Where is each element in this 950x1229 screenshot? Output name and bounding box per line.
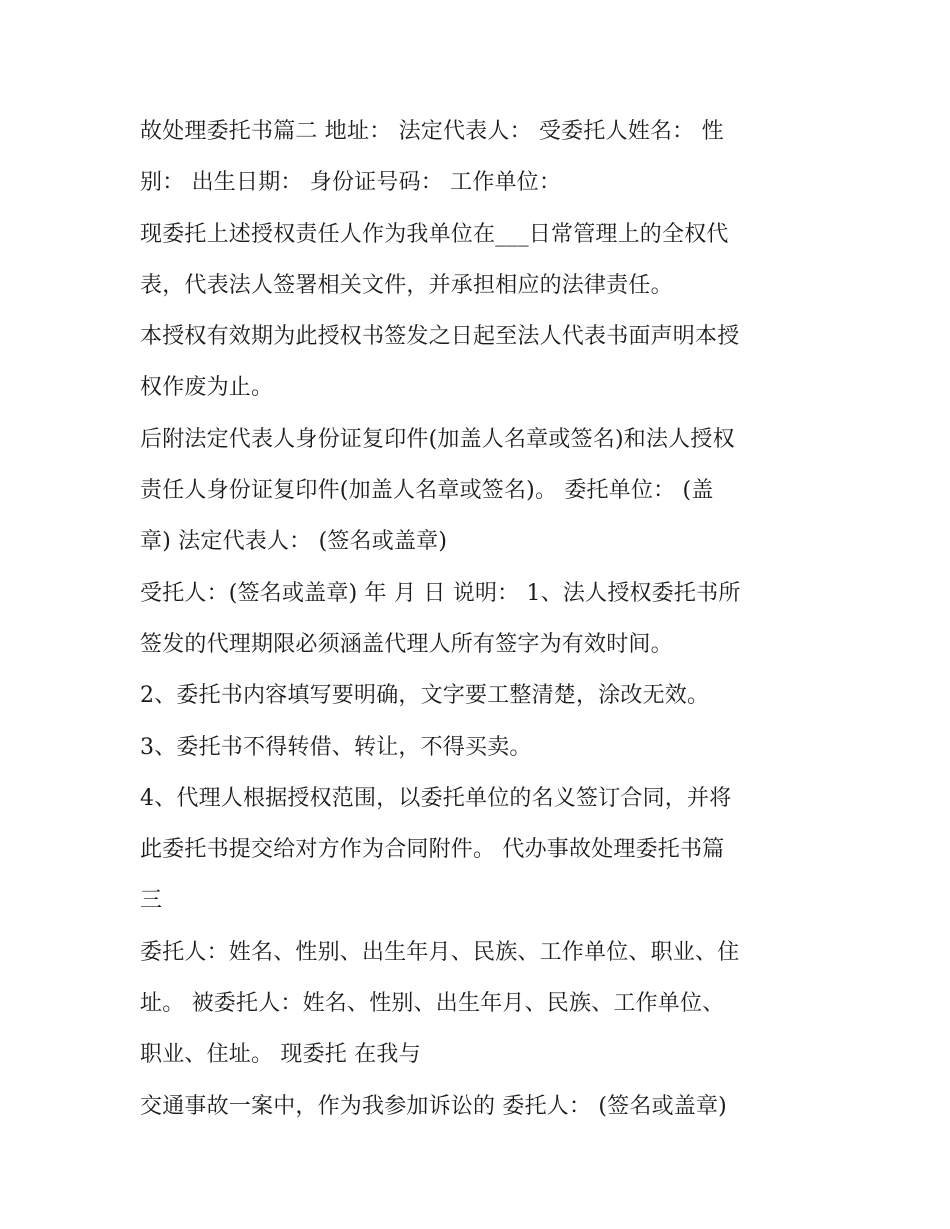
text-line: 权作废为止。 bbox=[140, 375, 274, 401]
text-line: 址。 被委托人：姓名、性别、出生年月、民族、工作单位、 bbox=[140, 991, 725, 1017]
text-line: 委托人：姓名、性别、出生年月、民族、工作单位、职业、住 bbox=[140, 939, 740, 965]
text-line: 3、委托书不得转借、转让，不得买卖。 bbox=[140, 734, 532, 760]
text-line: 责任人身份证复印件(加盖人名章或签名)。 委托单位： (盖 bbox=[140, 478, 714, 504]
text-line: 签发的代理期限必须涵盖代理人所有签字为有效时间。 bbox=[140, 631, 673, 657]
text-line: 2、委托书内容填写要明确，文字要工整清楚，涂改无效。 bbox=[140, 683, 710, 709]
text-line: 4、代理人根据授权范围，以委托单位的名义签订合同，并将 bbox=[140, 785, 732, 811]
text-line: 别： 出生日期： 身份证号码： 工作单位： bbox=[140, 170, 562, 196]
text-line: 交通事故一案中，作为我参加诉讼的 委托人： (签名或盖章) bbox=[140, 1093, 727, 1119]
text-line: 受托人：(签名或盖章) 年 月 日 说明： 1、法人授权委托书所 bbox=[140, 580, 741, 606]
text-line: 本授权有效期为此授权书签发之日起至法人代表书面声明本授 bbox=[140, 324, 740, 350]
text-line: 表，代表法人签署相关文件，并承担相应的法律责任。 bbox=[140, 272, 673, 298]
text-line: 职业、住址。 现委托 在我与 bbox=[140, 1042, 421, 1068]
text-line: 三 bbox=[140, 888, 163, 914]
document-body bbox=[140, 106, 820, 1132]
text-line: 章) 法定代表人： (签名或盖章) bbox=[140, 529, 448, 555]
text-line: 故处理委托书篇二 地址： 法定代表人： 受委托人姓名： 性 bbox=[140, 119, 724, 144]
text-line: 现委托上述授权责任人作为我单位在___日常管理上的全权代 bbox=[140, 221, 729, 247]
text-line: 此委托书提交给对方作为合同附件。 代办事故处理委托书篇 bbox=[140, 837, 725, 863]
text-line: 后附法定代表人身份证复印件(加盖人名章或签名)和法人授权 bbox=[140, 426, 735, 452]
